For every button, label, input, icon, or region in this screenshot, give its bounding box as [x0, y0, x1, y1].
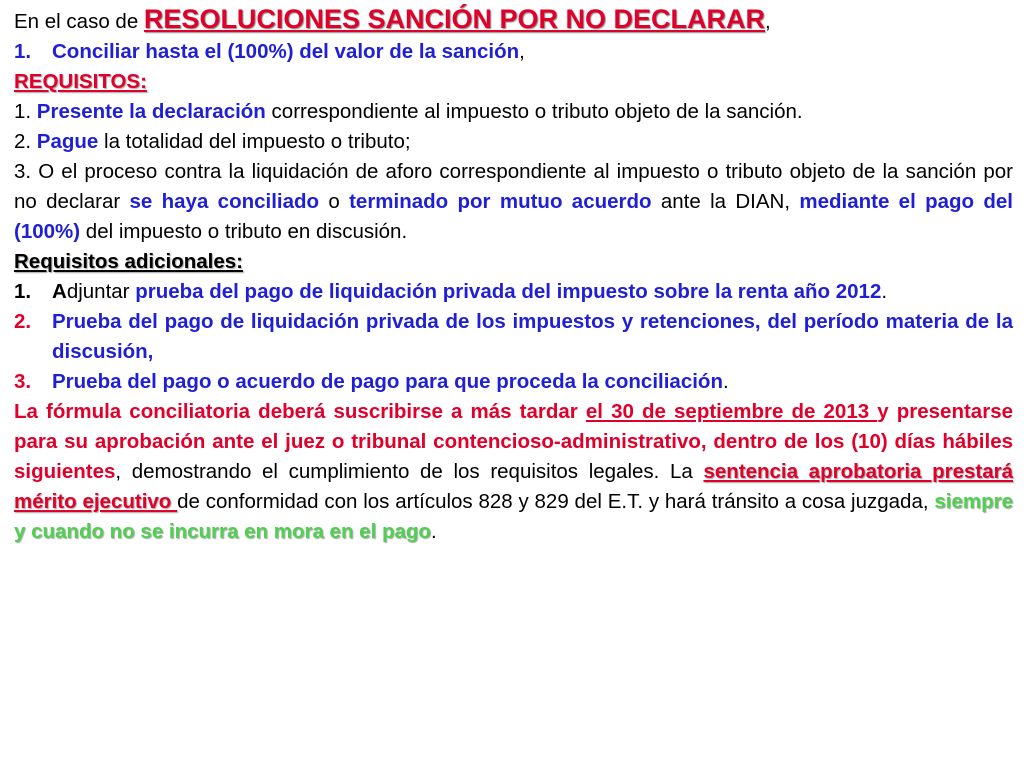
- additional-2-bold: Prueba del pago de liquidación privada de los impuestos y retenciones, del período materia de la discusión,: [52, 310, 1013, 363]
- intro-line: [14, 4, 1013, 37]
- requirement-1-number: 1.: [14, 100, 37, 123]
- item-1: [14, 37, 1013, 67]
- final-text-b: de conformidad con los artículos 828 y 829 del E.T. y hará tránsito a cosa juzgada,: [177, 490, 935, 513]
- final-red-a: La fórmula conciliatoria deberá suscribirse a más tardar: [14, 400, 586, 423]
- additional-3-number: 3.: [14, 370, 32, 393]
- final-red-b: y presentarse para su aprobación ante el juez o tribunal contencioso-administrativo, dentro de los (10) días hábiles siguientes: [14, 400, 1013, 483]
- final-sentence-highlight: sentencia aprobatoria prestará mérito ejecutivo: [14, 460, 1013, 513]
- additional-1-text: djuntar: [66, 280, 136, 303]
- final-paragraph: [14, 397, 1013, 547]
- requirement-2-text: la totalidad del impuesto o tributo;: [98, 130, 411, 153]
- requirement-2-bold: Pague: [36, 130, 99, 153]
- item-1-number: 1.: [14, 40, 32, 63]
- additional-1-number: 1.: [14, 280, 32, 303]
- slide-title: RESOLUCIONES SANCIÓN POR NO DECLARAR: [143, 4, 765, 34]
- final-date: el 30 de septiembre de 2013: [585, 400, 878, 423]
- item-1-tail: ,: [519, 40, 525, 63]
- intro-text: En el caso de: [14, 10, 144, 33]
- requirement-2: [14, 127, 1013, 157]
- requirement-3-bold-a: se haya conciliado: [129, 190, 320, 213]
- additional-2: [14, 307, 1013, 367]
- slide-content: [14, 4, 1013, 547]
- final-end: .: [430, 520, 437, 543]
- additional-1-initial: A: [52, 280, 67, 303]
- requirement-3-text-c: ante la DIAN,: [651, 190, 800, 213]
- requirement-1-bold: Presente la declaración: [36, 100, 266, 123]
- additional-1: [14, 277, 1013, 307]
- requirement-2-number: 2.: [14, 130, 37, 153]
- requirement-3: [14, 157, 1013, 247]
- intro-comma: ,: [764, 10, 771, 33]
- additional-3: [14, 367, 1013, 397]
- additional-1-tail: .: [881, 280, 888, 303]
- additional-3-tail: .: [722, 370, 729, 393]
- final-text-a: , demostrando el cumplimiento de los requisitos legales. La: [115, 460, 704, 483]
- requirement-3-text-d: del impuesto o tributo en discusión.: [80, 220, 408, 243]
- requirement-3-bold-b: terminado por mutuo acuerdo: [349, 190, 652, 213]
- additional-2-number: 2.: [14, 310, 32, 333]
- additional-1-bold: prueba del pago de liquidación privada del impuesto sobre la renta año 2012: [135, 280, 882, 303]
- requirement-1: [14, 97, 1013, 127]
- final-green-highlight: siempre y cuando no se incurra en mora en el pago: [14, 490, 1013, 543]
- additional-3-bold: Prueba del pago o acuerdo de pago para que proceda la conciliación: [52, 370, 723, 393]
- requirement-3-text-b: o: [319, 190, 350, 213]
- requirement-1-text: correspondiente al impuesto o tributo objeto de la sanción.: [265, 100, 803, 123]
- requirement-3-bold-c: mediante el pago del (100%): [14, 190, 1013, 243]
- item-1-text: Conciliar hasta el (100%) del valor de la sanción: [52, 40, 520, 63]
- requirement-3-text-a: 3. O el proceso contra la liquidación de aforo correspondiente al impuesto o tributo objeto de la sanción por no declarar: [14, 160, 1013, 213]
- requisitos-heading: REQUISITOS:: [14, 70, 147, 93]
- adicionales-heading: Requisitos adicionales:: [14, 250, 243, 273]
